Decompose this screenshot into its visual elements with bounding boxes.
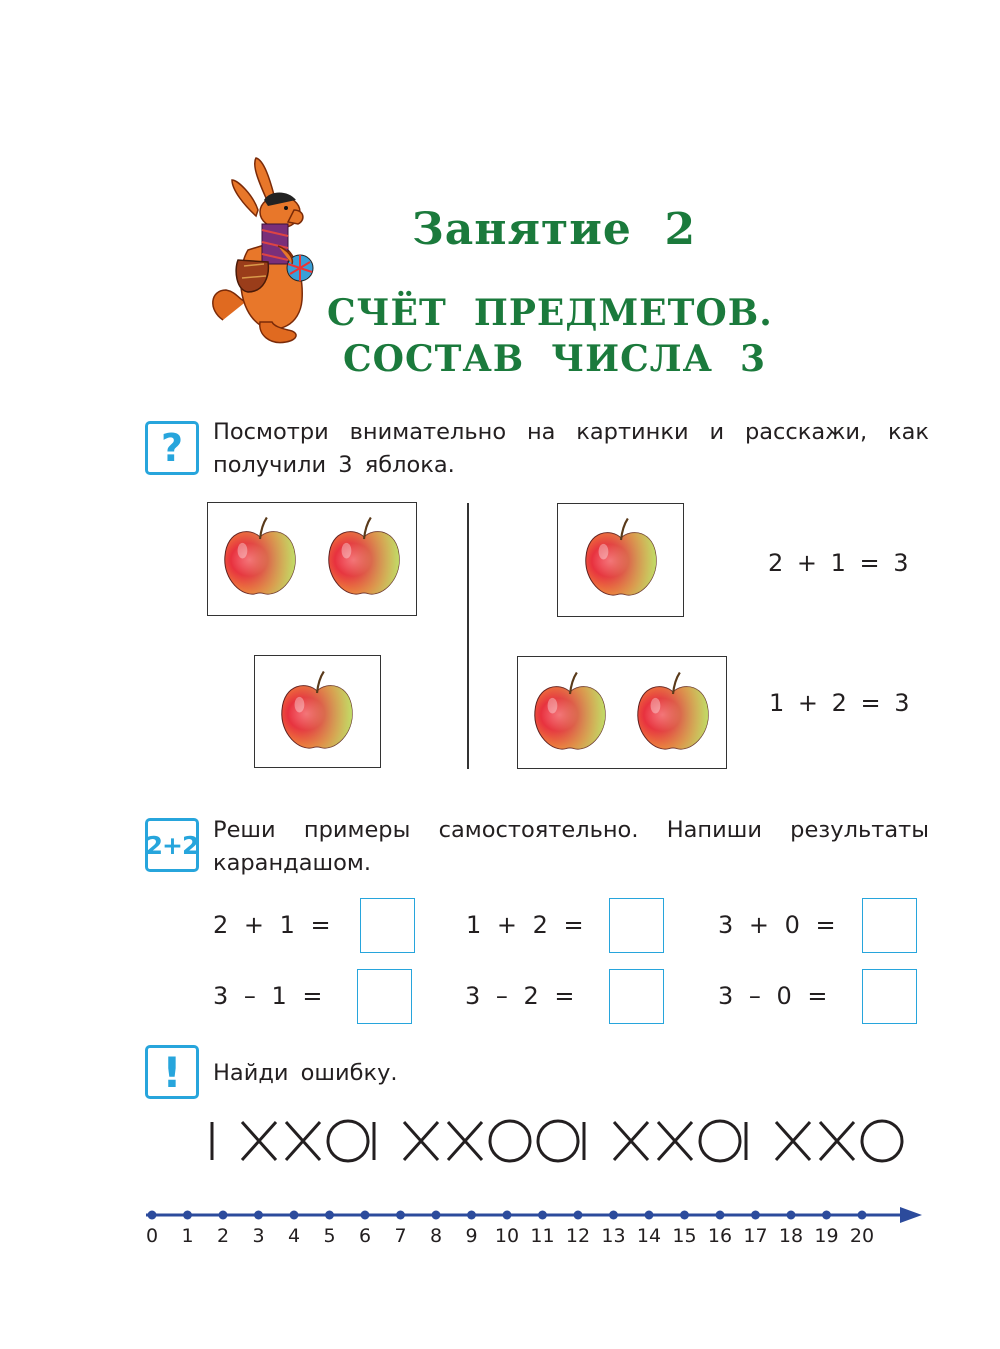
divider-line [467, 503, 469, 769]
equation-2: 1 + 2 = 3 [769, 689, 910, 717]
number-line-label: 16 [707, 1225, 733, 1247]
number-line-tick [254, 1211, 263, 1220]
example-3: 3 + 0 = [718, 911, 836, 939]
apple-image [325, 513, 403, 601]
number-line-tick [325, 1211, 334, 1220]
number-line-tick [751, 1211, 760, 1220]
number-line-tick [432, 1211, 441, 1220]
pattern-cross [820, 1122, 854, 1160]
answer-box[interactable] [609, 898, 664, 953]
pattern-cross [448, 1122, 482, 1160]
number-line-label: 5 [323, 1225, 336, 1247]
kangaroo-illustration [208, 150, 326, 350]
answer-box[interactable] [357, 969, 412, 1024]
apple-picture-two [207, 502, 417, 616]
two-plus-two-icon: 2+2 [145, 818, 199, 872]
number-line-tick [680, 1211, 689, 1220]
answer-box[interactable] [360, 898, 415, 953]
answer-box[interactable] [862, 969, 917, 1024]
number-line-tick [645, 1211, 654, 1220]
number-line-tick [503, 1211, 512, 1220]
number-line-tick [148, 1211, 157, 1220]
example-4: 3 – 1 = [213, 982, 323, 1010]
number-line-tick [574, 1211, 583, 1220]
number-line-label: 9 [465, 1225, 478, 1247]
pattern-cross [286, 1122, 320, 1160]
pattern-circle [700, 1121, 740, 1161]
number-line-label: 13 [601, 1225, 626, 1247]
symbol-pattern [200, 1110, 940, 1170]
equation-1: 2 + 1 = 3 [768, 549, 909, 577]
pattern-cross [614, 1122, 648, 1160]
apple-image [582, 514, 660, 602]
task-3-text: Найди ошибку. [213, 1060, 398, 1086]
apple-image [531, 668, 609, 756]
example-1: 2 + 1 = [213, 911, 331, 939]
task-2-text: Реши примеры самостоятельно. Напиши результаты карандашом. [213, 817, 929, 876]
number-line-tick [538, 1211, 547, 1220]
number-line-label: 0 [145, 1225, 159, 1247]
number-line-tick [183, 1211, 192, 1220]
number-line-tick [467, 1211, 476, 1220]
pattern-circle [538, 1121, 578, 1161]
task-1-text: Посмотри внимательно на картинки и расскажи, как получили 3 яблока. [213, 419, 929, 478]
number-line-label: 18 [778, 1225, 804, 1247]
example-2: 1 + 2 = [466, 911, 584, 939]
number-line-label: 19 [814, 1225, 839, 1247]
number-line-tick [361, 1211, 370, 1220]
number-line-tick [290, 1211, 299, 1220]
topic-line-2: СОСТАВ ЧИСЛА 3 [343, 338, 767, 380]
number-line-label: 3 [252, 1225, 265, 1247]
number-line-label: 14 [636, 1225, 662, 1247]
topic-line-1: СЧЁТ ПРЕДМЕТОВ. [327, 292, 773, 334]
number-line-label: 8 [429, 1225, 443, 1247]
number-line-tick [609, 1211, 618, 1220]
apple-picture-two [517, 656, 727, 769]
pattern-cross [658, 1122, 692, 1160]
answer-box[interactable] [609, 969, 664, 1024]
number-line-tick [219, 1211, 228, 1220]
number-line-label: 11 [530, 1225, 555, 1247]
number-line-label: 4 [287, 1225, 301, 1247]
pattern-cross [242, 1122, 276, 1160]
pattern-circle [328, 1121, 368, 1161]
number-line-tick [787, 1211, 796, 1220]
example-6: 3 – 0 = [718, 982, 828, 1010]
question-icon: ? [145, 421, 199, 475]
example-5: 3 – 2 = [465, 982, 575, 1010]
number-line-label: 17 [743, 1225, 768, 1247]
number-line-label: 1 [181, 1225, 194, 1247]
exclamation-icon: ! [145, 1045, 199, 1099]
pattern-circle [490, 1121, 530, 1161]
number-line-label: 7 [394, 1225, 407, 1247]
answer-box[interactable] [862, 898, 917, 953]
apple-image [278, 667, 356, 755]
pattern-cross [776, 1122, 810, 1160]
number-line-tick [822, 1211, 831, 1220]
number-line-tick [396, 1211, 405, 1220]
number-line-label: 20 [849, 1225, 875, 1247]
number-line-label: 15 [672, 1225, 697, 1247]
apple-picture-one [557, 503, 684, 617]
number-line-label: 6 [358, 1225, 372, 1247]
pattern-circle [862, 1121, 902, 1161]
axis-arrow-icon [900, 1207, 922, 1223]
lesson-title: Занятие 2 [412, 204, 697, 255]
number-line-tick [858, 1211, 867, 1220]
number-line-label: 12 [565, 1225, 591, 1247]
number-line-label: 10 [494, 1225, 520, 1247]
number-line-label: 2 [216, 1225, 230, 1247]
apple-picture-one [254, 655, 381, 768]
pattern-cross [404, 1122, 438, 1160]
apple-image [634, 668, 712, 756]
apple-image [221, 513, 299, 601]
number-line-tick [716, 1211, 725, 1220]
